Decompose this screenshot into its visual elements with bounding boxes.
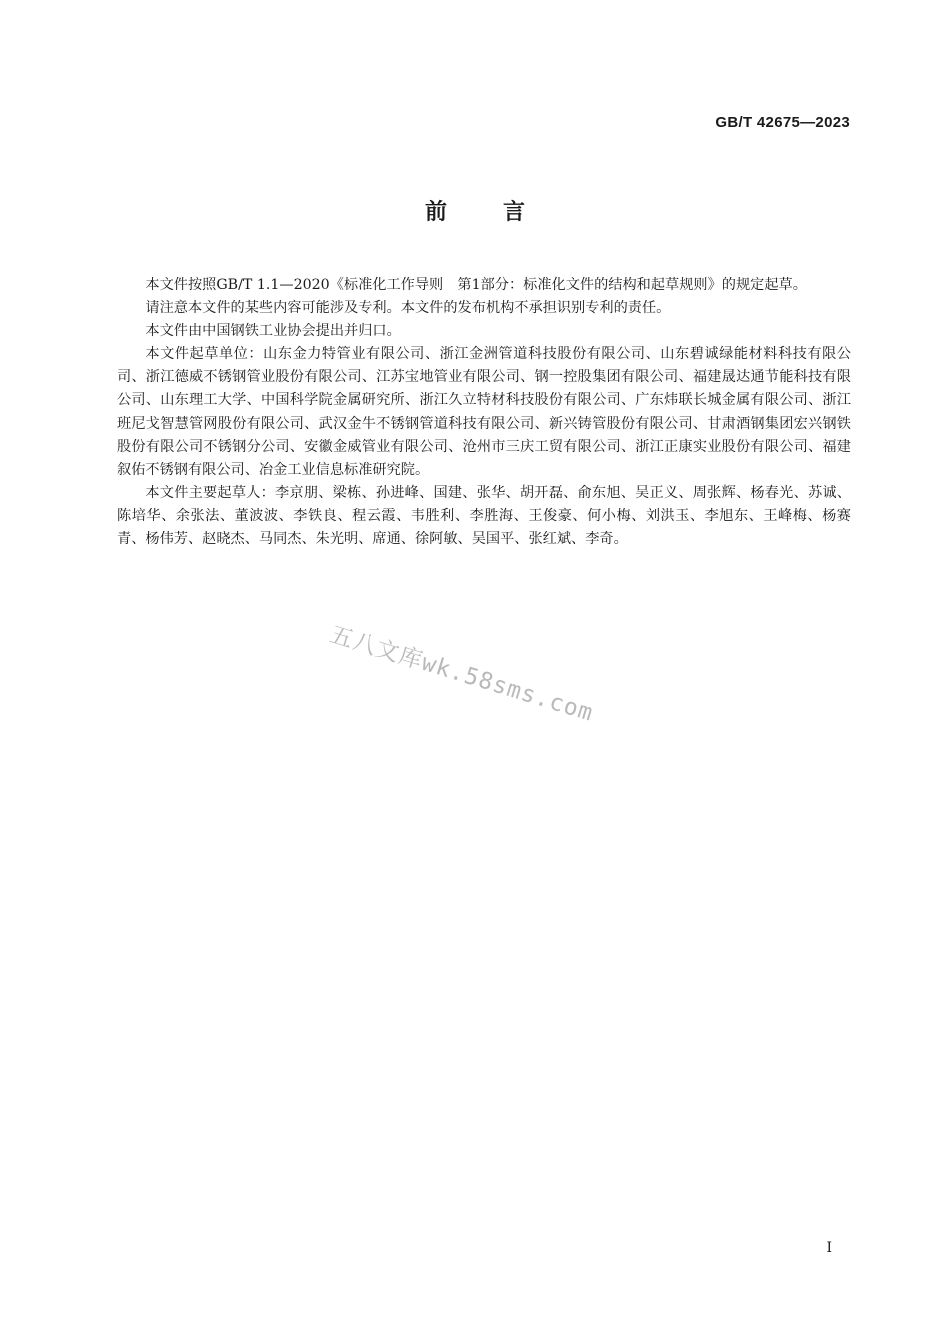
section-title: 前言	[424, 200, 581, 225]
standard-code: GB/T 42675—2023	[715, 114, 850, 131]
foreword-body	[117, 274, 851, 551]
paragraph-drafting-rules: 本文件按照GB/T 1.1—2020《标准化工作导则 第1部分：标准化文件的结构和起草规则》的规定起草。	[145, 277, 807, 293]
page-number: I	[826, 1240, 832, 1256]
paragraph-drafters: 本文件主要起草人：李京朋、梁栋、孙进峰、国建、张华、胡开磊、俞东旭、吴正义、周张辉、杨春光、苏诚、陈培华、余张法、董波波、李铁良、程云霞、韦胜利、李胜海、王俊豪、何小梅、刘洪玉、李旭东、王峰梅、杨赛青、杨伟芳、赵晓杰、马同杰、朱光明、席通、徐阿敏、吴国平、张红斌、李奇。	[117, 484, 851, 548]
paragraph-patent-notice: 请注意本文件的某些内容可能涉及专利。本文件的发布机构不承担识别专利的责任。	[145, 300, 671, 317]
paragraph-proposer: 本文件由中国钢铁工业协会提出并归口。	[145, 323, 401, 340]
watermark: 五八文库wk.58sms.com	[326, 621, 597, 727]
paragraph-drafting-units: 本文件起草单位：山东金力特管业有限公司、浙江金洲管道科技股份有限公司、山东碧诚绿能材料科技有限公司、浙江德威不锈钢管业股份有限公司、江苏宝地管业有限公司、钢一控股集团有限公司、福建晟达通节能科技有限公司、山东理工大学、中国科学院金属研究所、浙江久立特材科技股份有限公司、广东炜联长城金属有限公司、浙江班尼戈智慧管网股份有限公司、武汉金牛不锈钢管道科技有限公司、新兴铸管股份有限公司、甘肃酒钢集团宏兴钢铁股份有限公司不锈钢分公司、安徽金威管业有限公司、沧州市三庆工贸有限公司、浙江正康实业股份有限公司、福建叙佑不锈钢有限公司、冶金工业信息标准研究院。	[117, 346, 851, 478]
